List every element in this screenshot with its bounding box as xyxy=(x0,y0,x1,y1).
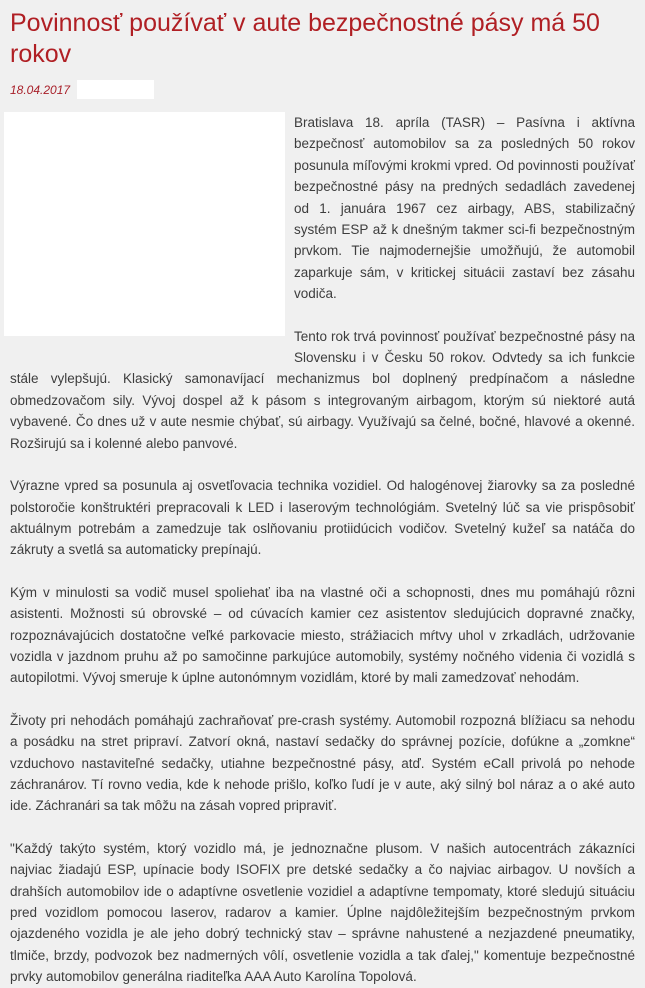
article-paragraph: "Každý takýto systém, ktorý vozidlo má, je jednoznačne plusom. V našich autocentrách zákazníci najviac žiadajú ESP, upínacie body ISOFIX pre detské sedačky a čo najviac airbagov. U novších a drahších automobilov ide o adaptívne osvetlenie vozidiel a adaptívne tempomaty, ktoré sledujú situáciu pred vozidlom pomocou laserov, radarov a kamier. Úplne najdôležitejším bezpečnostným prvkom ojazdeného vozidla je ale jeho dobrý technický stav – správne nahustené a nezjazdené pneumatiky, tlmiče, brzdy, podvozok bez nadmerných vôlí, osvetlenie vozidla a tak ďalej," komentuje bezpečnostné prvky automobilov generálna riaditeľka AAA Auto Karolína Topolová. xyxy=(10,840,635,985)
article-body xyxy=(10,112,635,988)
date-row xyxy=(10,80,635,99)
article-title: Povinnosť používať v aute bezpečnostné pásy má 50 rokov xyxy=(10,9,600,68)
redacted-author-box xyxy=(77,80,154,99)
article-paragraph: Bratislava 18. apríla (TASR) – Pasívna i aktívna bezpečnosť automobilov sa za posledných 50 rokov posunula míľovými krokmi vpred. Od povinnosti používať bezpečnostné pásy na predných sedadlách zavedenej od 1. januára 1967 cez airbagy, ABS, stabilizačný systém ESP až k dnešným takmer sci-fi bezpečnostným prvkom. Tie najmodernejšie umožňujú, že automobil zaparkuje sám, v kritickej situácii zastaví bez zásahu vodiča. xyxy=(294,115,635,302)
article-page xyxy=(0,8,645,988)
article-paragraph: Životy pri nehodách pomáhajú zachraňovať pre-crash systémy. Automobil rozpozná blížiacu sa nehodu a posádku na stret pripraví. Zatvorí okná, nastaví sedačky do správnej pozície, dofúkne a „zomkne“ vzduchovo nastaviteľné sedačky, utiahne bezpečnostné pásy, atď. Systém eCall privolá po nehode záchranárov. Tí rovno vedia, kde k nehode prišlo, koľko ľudí je v aute, aký silný bol náraz a o aké auto ide. Záchranári sa tak môžu na zásah vopred pripraviť. xyxy=(10,712,635,814)
article-image-placeholder xyxy=(4,112,285,336)
article-paragraph: Kým v minulosti sa vodič musel spoliehať iba na vlastné oči a schopnosti, dnes mu pomáhajú rôzni asistenti. Možnosti sú obrovské – od cúvacích kamier cez asistentov sledujúcich dopravné značky, rozpoznávajúcich dostatočne veľké parkovacie miesto, strážiacich mŕtvy uhol v zrkadlách, udržovanie vozidla v jazdnom pruhu až po samočinne parkujúce automobily, systémy nočného videnia či vozidlá s autopilotmi. Vývoj smeruje k úplne autonómnym vozidlám, ktoré by mali zamedzovať nehodám. xyxy=(10,584,635,686)
article-date: 18.04.2017 xyxy=(10,82,71,97)
article-paragraph: Výrazne vpred sa posunula aj osvetľovacia technika vozidiel. Od halogénovej žiarovky sa za posledné polstoročie konštruktéri prepracovali k LED i laserovým technológiám. Svetelný lúč sa vie prispôsobiť aktuálnym potrebám a zamedzuje tak oslňovaniu protiidúcich vodičov. Svetelný kužeľ sa natáča do zákruty a svetlá sa automaticky prepínajú. xyxy=(10,478,635,558)
article-paragraph: Tento rok trvá povinnosť používať bezpečnostné pásy na Slovensku i v Česku 50 rokov. Odvtedy sa ich funkcie stále vylepšujú. Klasický samonavíjací mechanizmus bol doplnený predpínačom a následne obmedzovačom sily. Vývoj dospel až k pásom s integrovaným airbagom, ktorým sú niektoré autá vybavené. Čo dnes už v aute nesmie chýbať, sú airbagy. Využívajú sa čelné, bočné, hlavové a okenné. Rozširujú sa i kolenné alebo panvové. xyxy=(10,328,635,451)
